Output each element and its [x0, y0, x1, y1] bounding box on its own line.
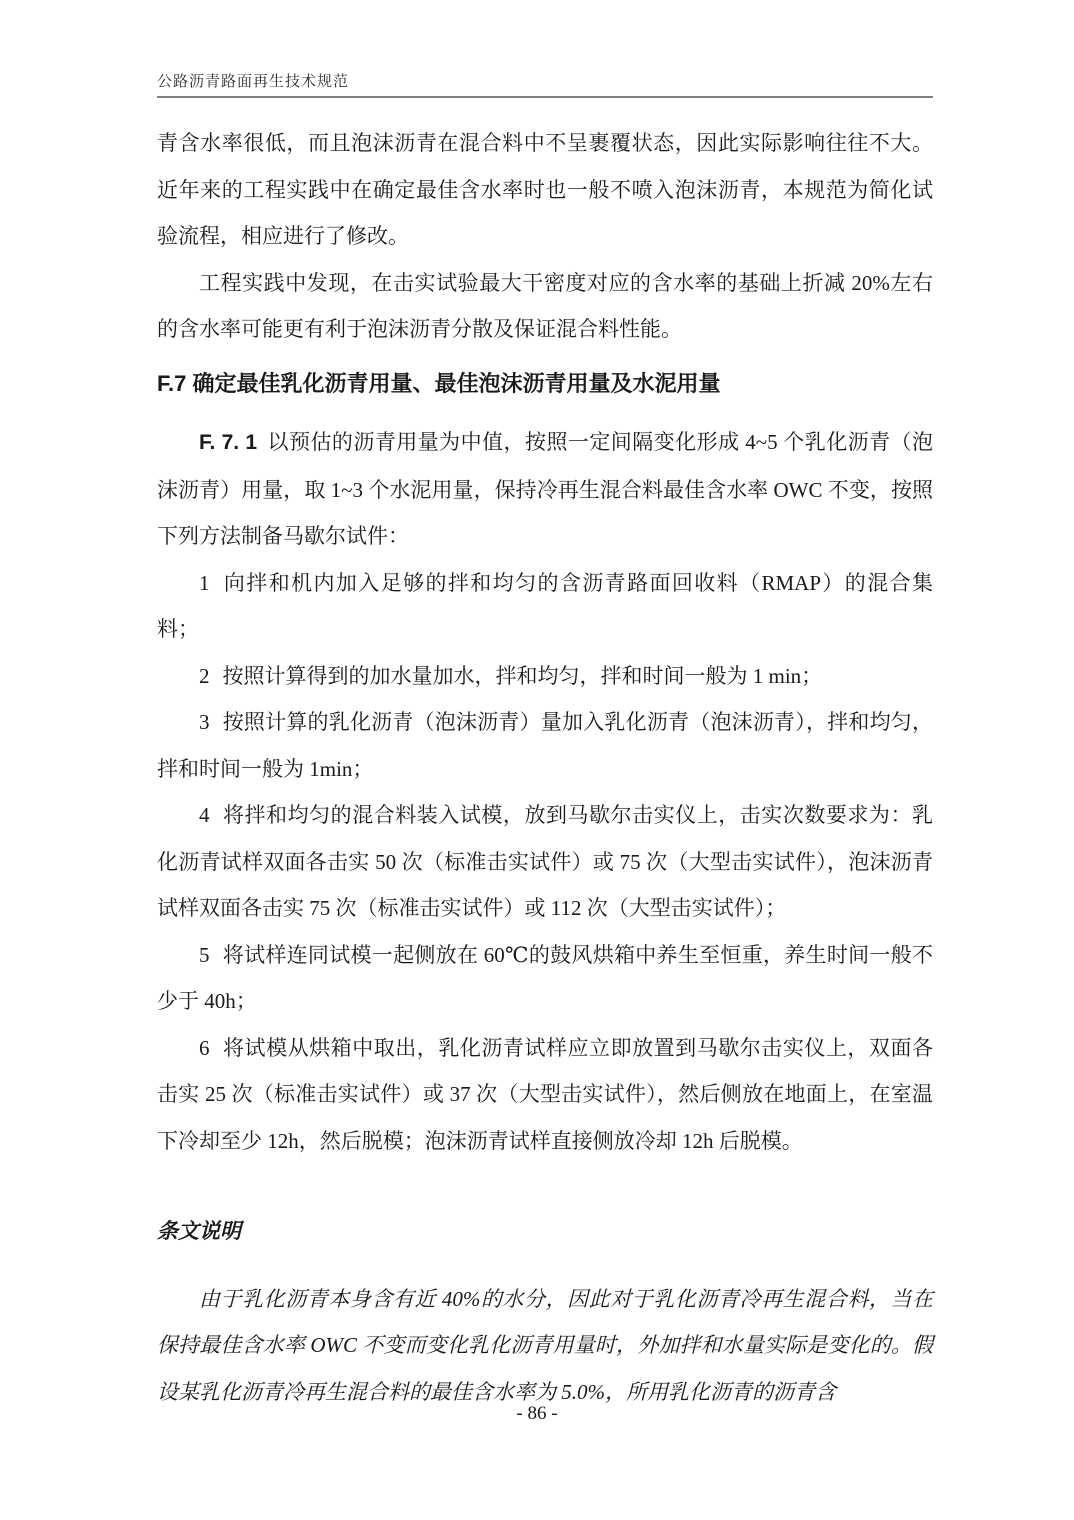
step-text: 按照计算得到的加水量加水，拌和均匀，拌和时间一般为 1 min； [222, 663, 823, 688]
step-text: 向拌和机内加入足够的拌和均匀的含沥青路面回收料（RMAP）的混合集料； [157, 570, 933, 641]
step-text: 将试样连同试模一起侧放在 60℃的鼓风烘箱中养生至恒重，养生时间一般不少于 40h； [157, 942, 933, 1013]
page-footer [0, 1400, 1074, 1428]
paragraph-continuation: 青含水率很低，而且泡沫沥青在混合料中不呈裹覆状态，因此实际影响往往不大。近年来的工程实践中在确定最佳含水率时也一般不喷入泡沫沥青，本规范为简化试验流程，相应进行了修改。 [157, 131, 933, 248]
step-text: 将拌和均匀的混合料装入试模，放到马歇尔击实仪上，击实次数要求为：乳化沥青试样双面各击实 50 次（标准击实试件）或 75 次（大型击实试件），泡沫沥青试样双面各击实 75 次（标准击实试件）或 112 次（大型击实试件）； [157, 803, 933, 920]
step-number: 5 [199, 942, 210, 967]
step-text: 按照计算的乳化沥青（泡沫沥青）量加入乳化沥青（泡沫沥青），拌和均匀，拌和时间一般为 1min； [157, 710, 933, 781]
clause-number: F. 7. 1 [199, 431, 258, 454]
document-content [157, 120, 933, 1415]
clause-text: 以预估的沥青用量为中值，按照一定间隔变化形成 4~5 个乳化沥青（泡沫沥青）用量，取 1~3 个水泥用量，保持冷再生混合料最佳含水率 OWC 不变，按照下列方法制备马歇尔试件： [157, 430, 934, 548]
step-item-6 [157, 1025, 933, 1165]
paragraph-practice: 工程实践中发现，在击实试验最大干密度对应的含水率的基础上折减 20%左右的含水率可能更有利于泡沫沥青分散及保证混合料性能。 [157, 270, 933, 341]
notes-paragraph: 由于乳化沥青本身含有近 40%的水分，因此对于乳化沥青冷再生混合料，当在保持最佳含水率 OWC 不变而变化乳化沥青用量时，外加拌和水量实际是变化的。假设某乳化沥青冷再生混合料的最佳含水率为 5.0%，所用乳化沥青的沥青含 [157, 1286, 933, 1404]
clause-f71 [157, 419, 933, 560]
step-item-1 [157, 560, 933, 653]
page-header [157, 70, 933, 98]
step-item-5 [157, 932, 933, 1025]
step-item-2 [157, 653, 933, 700]
step-item-3 [157, 699, 933, 792]
step-number: 2 [199, 663, 210, 688]
step-number: 3 [199, 710, 210, 734]
step-number: 1 [199, 570, 210, 595]
notes-heading: 条文说明 [157, 1219, 241, 1243]
step-number: 4 [199, 803, 210, 827]
running-title: 公路沥青路面再生技术规范 [157, 74, 350, 90]
step-number: 6 [199, 1035, 210, 1060]
page-number: - 86 - [516, 1403, 558, 1424]
step-item-4 [157, 792, 933, 932]
section-heading-f7: F.7 确定最佳乳化沥青用量、最佳泡沫沥青用量及水泥用量 [157, 370, 721, 396]
step-text: 将试模从烘箱中取出，乳化沥青试样应立即放置到马歇尔击实仪上，双面各击实 25 次（标准击实试件）或 37 次（大型击实试件），然后侧放在地面上，在室温下冷却至少 12h，然后脱模；泡沫沥青试样直接侧放冷却 12h 后脱模。 [157, 1035, 933, 1153]
